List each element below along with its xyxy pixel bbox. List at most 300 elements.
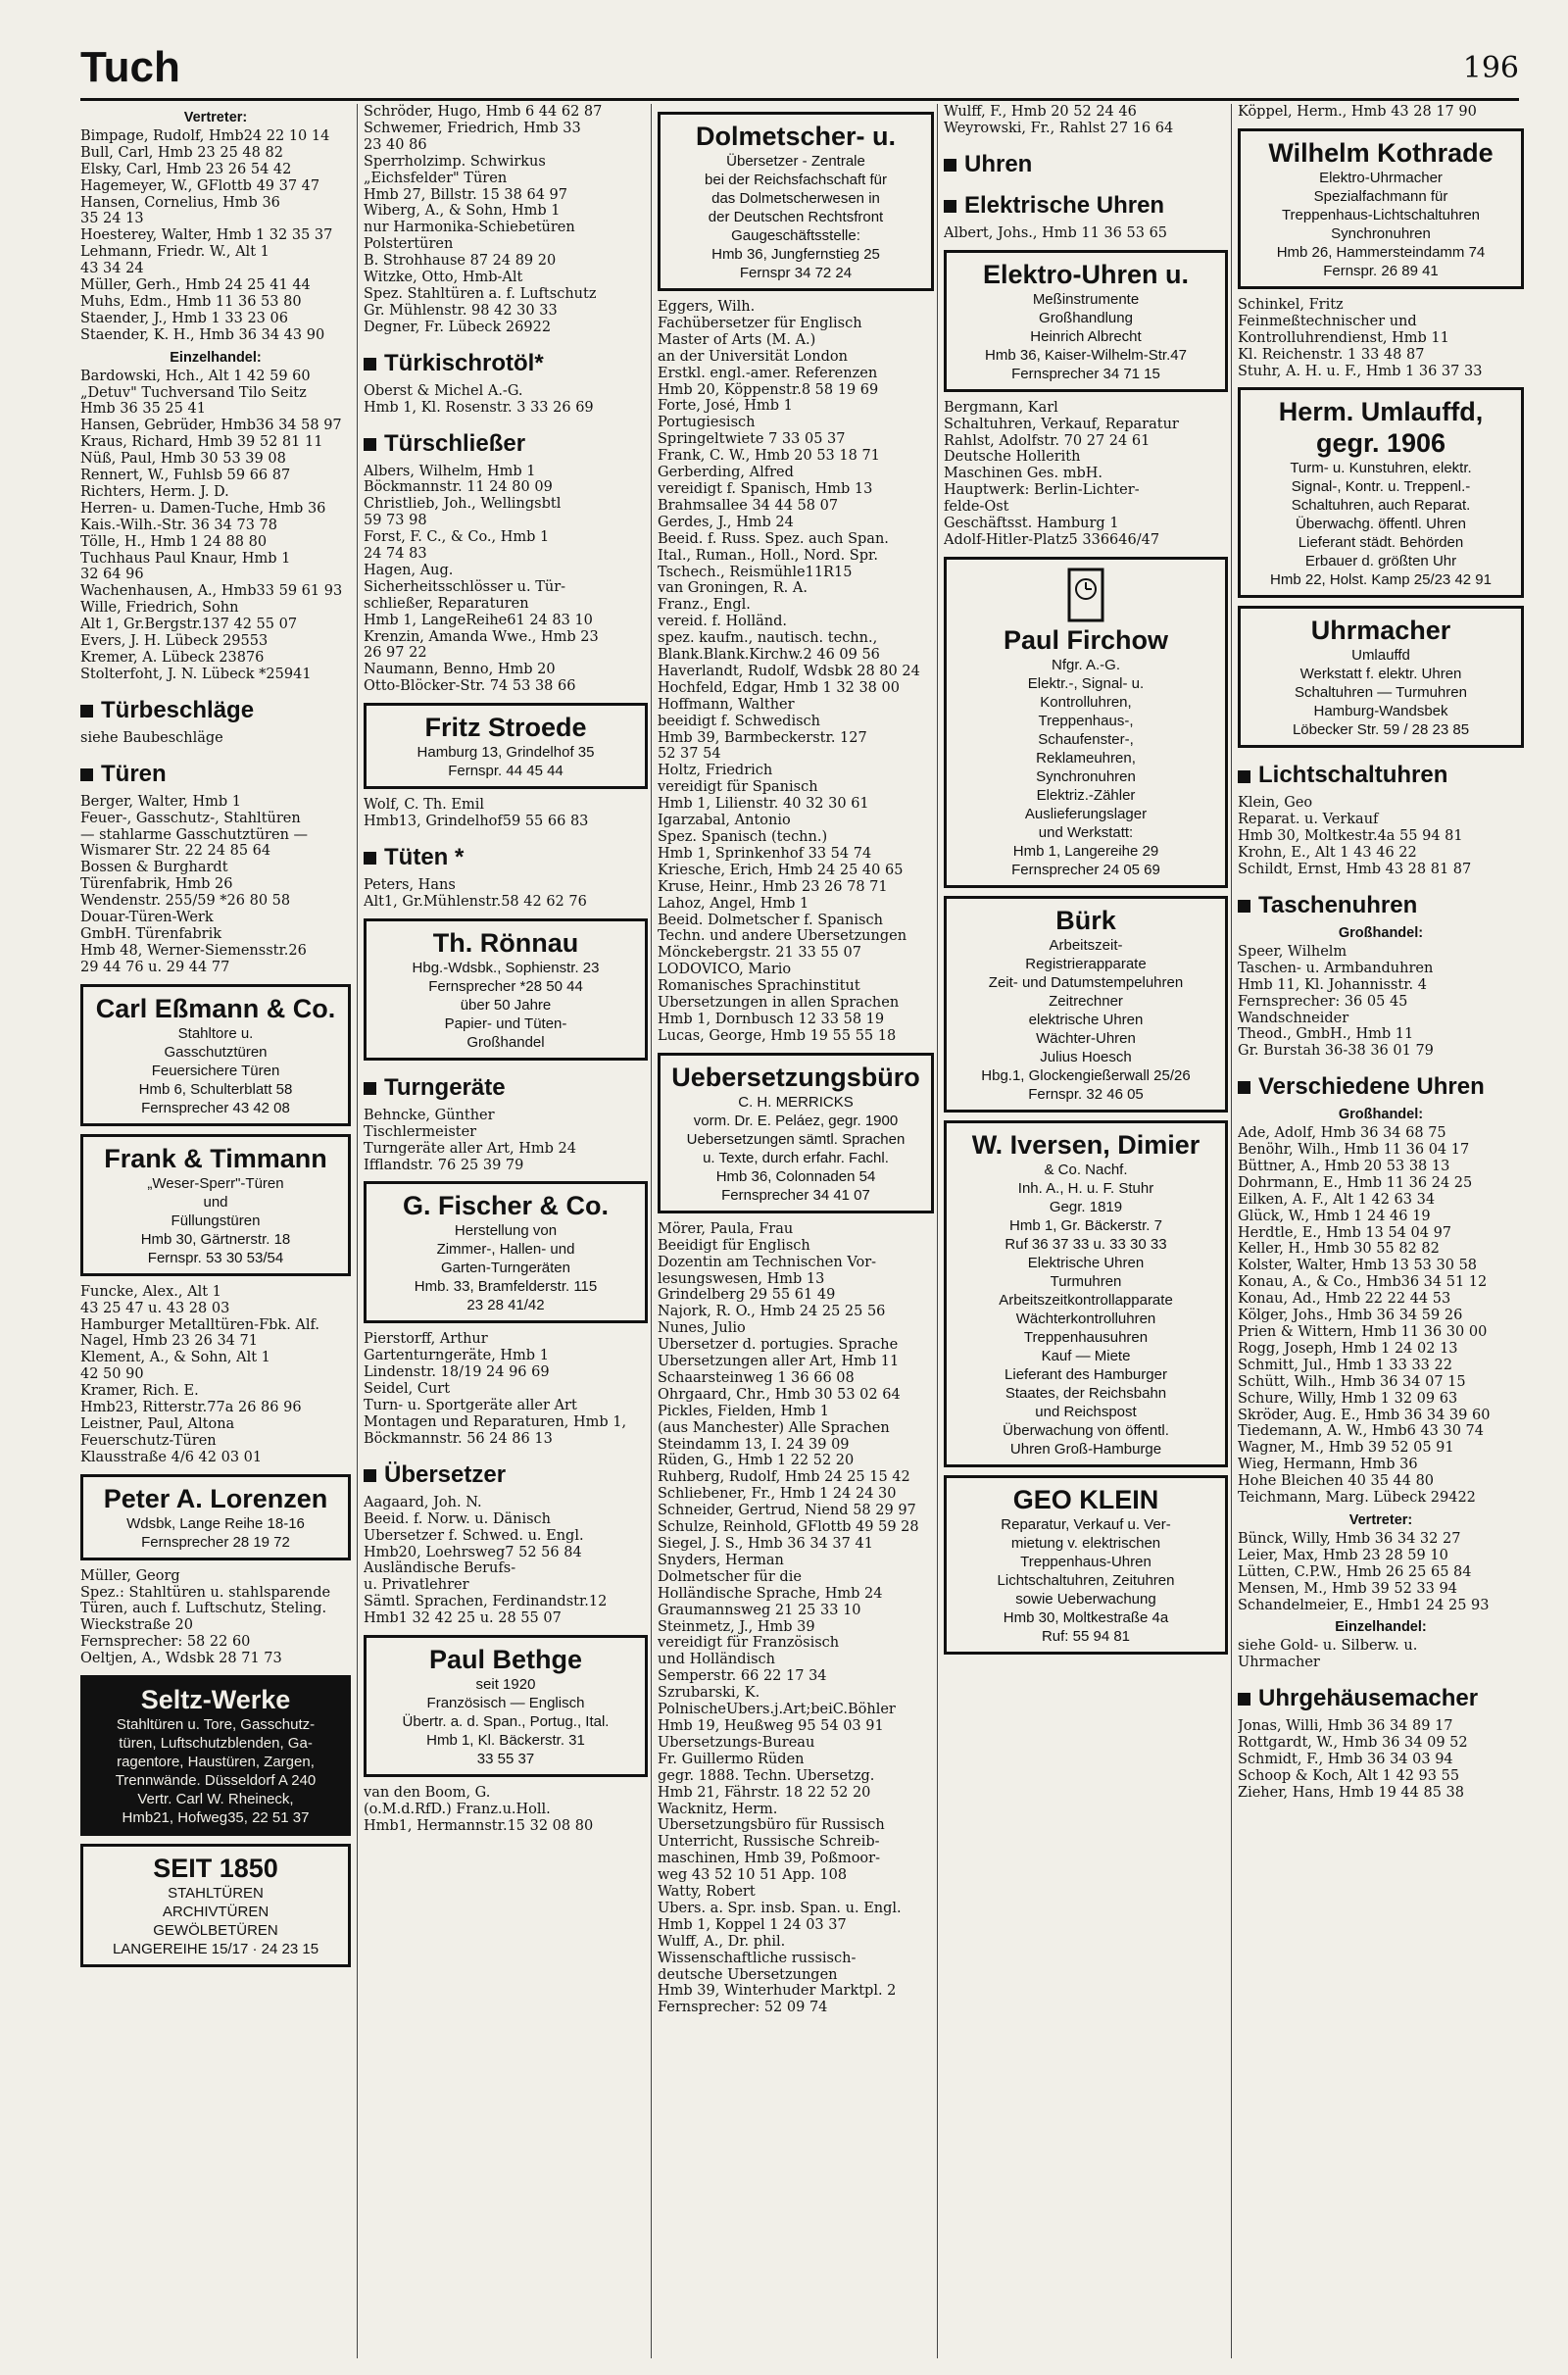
listing-line: Skröder, Aug. E., Hmb 36 34 39 60 [1238,1407,1491,1423]
listing-line: Krohn, E., Alt 1 43 46 22 [1238,845,1417,862]
listing-line: Hmb23, Ritterstr.77a 26 86 96 [80,1400,302,1416]
ad-line: Hmb 1, Gr. Bäckerstr. 7 [1009,1216,1162,1234]
listing-line: Wismarer Str. 22 24 85 64 [80,843,271,860]
ad-line: Lieferant städt. Behörden [1298,534,1464,552]
section-heading: Tüten * [364,844,648,871]
listing-line: Wieckstraße 20 [80,1617,193,1634]
ad-line: Füllungstüren [171,1212,261,1229]
advertisement [80,1474,351,1560]
listing-line: Rüden, G., Hmb 1 22 52 20 [658,1453,855,1469]
listing-line: deutsche Übersetzungen [658,1966,838,1983]
ad-line: Elektriz.-Zähler [1036,786,1136,804]
listing-line: Schure, Willy, Hmb 1 32 09 63 [1238,1390,1458,1407]
ad-line: ragentore, Haustüren, Zargen, [117,1754,315,1771]
listing-line: spez. kaufm., nautisch. techn., [658,630,878,647]
listing-line: beeidigt f. Schwedisch [658,713,820,729]
listing-line: Weyrowski, Fr., Rahlst 27 16 64 [944,120,1174,136]
listing-group [364,1785,648,1835]
ad-line: Ruf 36 37 33 u. 33 30 33 [1004,1235,1167,1253]
ad-line: Elektr.-, Signal- u. [1027,674,1145,692]
subheading: Vertreter: [1348,1511,1413,1528]
ad-title: Elektro-Uhren u. [982,259,1190,289]
advertisement [1238,128,1524,289]
listing-line: Kruse, Heinr., Hmb 23 26 78 71 [658,878,888,895]
listing-line: Bergmann, Karl [944,399,1058,416]
listing-line: Tschech., Reismühle11R15 [658,564,853,580]
listing-line: Unterricht, Russische Schreib- [658,1834,880,1851]
ad-line: „Weser-Sperr"-Türen [147,1174,284,1192]
listing-line: Zieher, Hans, Hmb 19 44 85 38 [1238,1784,1464,1801]
listing-group [1238,1125,1524,1507]
listing-line: Hmb 1, LangeReihe61 24 83 10 [364,612,593,628]
column-4 [937,104,1228,2358]
listing-line: an der Universität London [658,348,848,365]
listing-line: siehe Gold- u. Silberw. u. [1238,1638,1418,1655]
advertisement [364,918,648,1061]
listing-line: Deutsche Hollerith [944,449,1081,466]
ad-line: LANGEREIHE 15/17 · 24 23 15 [112,1941,319,1958]
listing-line: Schmitt, Jul., Hmb 1 33 33 22 [1238,1357,1452,1373]
listing-line: Pierstorff, Arthur [364,1331,488,1348]
ad-line: Kauf — Miete [1041,1347,1131,1364]
listing-line: Semperstr. 66 22 17 34 [658,1668,827,1685]
ad-title: Fritz Stroede [424,713,587,743]
listing-line: Klein, Geo [1238,795,1313,812]
advertisement [364,1635,648,1777]
ad-line: Treppenhaus-Uhren [1020,1553,1152,1570]
column-3 [651,104,934,2358]
listing-line: Staender, J., Hmb 1 33 23 06 [80,310,288,326]
ad-line: Hmb 36, Colonnaden 54 [715,1167,876,1185]
listing-line: Albert, Johs., Hmb 11 36 53 65 [944,224,1168,241]
listing-line: Lütten, C.P.W., Hmb 26 25 65 84 [1238,1563,1472,1580]
listing-line: 24 74 83 [364,546,427,563]
ad-line: Schaufenster-, [1038,730,1134,748]
advertisement [658,1053,934,1213]
listing-line: Sperrholzimp. Schwirkus [364,153,546,170]
ad-line: Stahltüren u. Tore, Gasschutz- [116,1716,316,1734]
listing-line: Glück, W., Hmb 1 24 46 19 [1238,1208,1431,1224]
listing-line: Richters, Herm. J. D. [80,483,229,500]
listing-line: Hmb 1, Sprinkenhof 33 54 74 [658,845,872,862]
listing-line: Mensen, M., Hmb 39 52 33 94 [1238,1580,1457,1597]
listing-line: Hagemeyer, W., GFlottb 49 37 47 [80,177,320,194]
listing-group [944,400,1228,549]
section-heading: Lichtschaltuhren [1238,762,1524,789]
listing-line: van den Boom, G. [364,1785,491,1802]
listing-line: Hmb 48, Werner-Siemensstr.26 [80,942,307,959]
listing-line: Najork, R. O., Hmb 24 25 25 56 [658,1304,886,1320]
listing-line: Rahlst, Adolfstr. 70 27 24 61 [944,432,1151,449]
listing-line: GmbH. Türenfabrik [80,925,221,942]
listing-line: Schneider, Gertrud, Niend 58 29 97 [658,1503,916,1519]
listing-line: Büttner, A., Hmb 20 53 38 13 [1238,1158,1450,1174]
listing-line: Kais.-Wilh.-Str. 36 34 73 78 [80,517,277,533]
listing-line: Erstkl. engl.-amer. Referenzen [658,365,878,381]
ad-line: Gegr. 1819 [1049,1198,1123,1215]
advertisement [944,250,1228,392]
listing-line: Kriesche, Erich, Hmb 24 25 40 65 [658,862,904,878]
ad-line: & Co. Nachf. [1044,1161,1128,1178]
ad-line: sowie Ueberwachung [1015,1590,1156,1608]
listing-line: Benöhr, Wilh., Hmb 11 36 04 17 [1238,1142,1470,1159]
listing-line: maschinen, Hmb 39, Poßmoor- [658,1851,880,1867]
listing-line: Hoffmann, Walther [658,696,795,713]
listing-line: Romanisches Sprachinstitut [658,978,860,995]
advertisement [364,703,648,789]
listing-line: Ausländische Berufs- [364,1560,516,1577]
listing-line: Hmb 27, Billstr. 15 38 64 97 [364,186,567,203]
listing-line: Wieg, Hermann, Hmb 36 [1238,1457,1418,1473]
listing-line: Frank, C. W., Hmb 20 53 18 71 [658,448,880,465]
ad-line: Hamburg 13, Grindelhof 35 [416,744,595,762]
listing-line: van Groningen, R. A. [658,580,808,597]
listing-line: Herren- u. Damen-Tuche, Hmb 36 [80,500,326,517]
listing-line: Maschinen Ges. mbH. [944,466,1103,482]
ad-line: Fernspr. 53 30 53/54 [147,1249,284,1266]
listing-line: Portugiesisch [658,415,756,431]
listing-line: Blank.Blank.Kirchw.2 46 09 56 [658,647,880,664]
listing-line: Turngeräte aller Art, Hmb 24 [364,1140,576,1157]
listing-line: Wulff, F., Hmb 20 52 24 46 [944,104,1137,120]
listing-line: Brahmsallee 34 44 58 07 [658,497,839,514]
ad-line: das Dolmetscherwesen in [711,190,880,207]
listing-line: Reparat. u. Verkauf [1238,812,1379,828]
ad-title: Uhrmacher [1310,616,1451,646]
listing-line: Wulff, A., Dr. phil. [658,1933,786,1950]
listing-line: Siegel, J. S., Hmb 36 34 37 41 [658,1536,873,1552]
listing-line: Beeid. f. Norw. u. Dänisch [364,1510,551,1527]
listing-line: Kraus, Richard, Hmb 39 52 81 11 [80,434,323,451]
ad-title: Bürk [1055,905,1116,935]
listing-line: Watty, Robert [658,1884,756,1901]
listing-line: Hmb1 32 42 25 u. 28 55 07 [364,1610,562,1627]
section-heading: Türbeschläge [80,697,351,724]
listing-line: B. Strohhause 87 24 89 20 [364,253,557,270]
listing-line: Kl. Reichenstr. 1 33 48 87 [1238,346,1425,363]
listing-line: Franz., Engl. [658,597,751,614]
listing-line: Wolf, C. Th. Emil [364,797,484,814]
ad-line: Überwachg. öffentl. Uhren [1296,516,1466,533]
ad-line: Inh. A., H. u. F. Stuhr [1017,1179,1154,1197]
ad-line: Hbg.1, Glockengießerwall 25/26 [981,1066,1191,1084]
listing-line: Alt 1, Gr.Bergstr.137 42 55 07 [80,617,298,633]
listing-line: Igarzabal, Antonio [658,813,791,829]
listing-group [364,797,648,830]
listing-line: Hauptwerk: Berlin-Lichter- [944,482,1140,499]
ad-line: Wdsbk, Lange Reihe 18-16 [126,1514,305,1532]
ad-line: seit 1920 [475,1676,536,1694]
column-2 [357,104,648,2358]
ad-title: Carl Eßmann & Co. [95,993,336,1023]
listing-group [1238,1638,1524,1671]
ad-line: bei der Reichsfachschaft für [705,172,887,188]
listing-line: Bardowski, Hch., Alt 1 42 59 60 [80,368,311,384]
listing-line: Holländische Sprache, Hmb 24 [658,1585,883,1602]
ad-line: Meßinstrumente [1032,290,1140,308]
listing-group [364,1331,648,1447]
listing-line: Fernsprecher: 52 09 74 [658,2000,828,2016]
page-number: 196 [1462,51,1519,85]
listing-line: Wachenhausen, A., Hmb33 59 61 93 [80,583,343,600]
listing-line: Schliebener, Fr., Hmb 1 24 24 30 [658,1486,897,1503]
listing-line: Mönckebergstr. 21 33 55 07 [658,945,861,962]
listing-line: Kolster, Walter, Hmb 13 53 30 58 [1238,1258,1478,1274]
listing-line: Spez. Stahltüren a. f. Luftschutz [364,285,597,302]
section-heading: Türen [80,761,351,788]
subheading: Großhandel: [1338,1107,1424,1123]
listing-line: schließer, Reparaturen [364,595,529,612]
ad-line: Uebersetzungen sämtl. Sprachen [686,1130,906,1148]
ad-line: Fernsprecher 24 05 69 [1011,861,1160,878]
ad-line: STAHLTÜREN [168,1885,264,1903]
subheading: Vertreter: [183,110,248,125]
ad-line: Fernspr. 32 46 05 [1028,1085,1144,1103]
ad-line: Übertr. a. d. Span., Portug., Ital. [402,1713,610,1731]
listing-line: Holtz, Friedrich [658,763,773,779]
listing-group [364,464,648,696]
listing-line: Christlieb, Joh., Wellingsbtl [364,496,562,513]
advertisement [1238,387,1524,598]
listing-line: Leier, Max, Hmb 23 28 59 10 [1238,1547,1448,1563]
ad-title: SEIT 1850 [153,1854,278,1884]
listing-group [1238,1531,1524,1614]
ad-line: Signal-, Kontr. u. Treppenl.- [1291,478,1471,496]
listing-line: Ruhberg, Rudolf, Hmb 24 25 15 42 [658,1469,910,1486]
advertisement [80,1675,351,1836]
listing-group [364,1108,648,1174]
listing-line: 29 44 76 u. 29 44 77 [80,959,230,975]
listing-line: Hmb 19, Heußweg 95 54 03 91 [658,1717,884,1734]
ad-line: Staates, der Reichsbahn [1004,1384,1167,1402]
listing-line: Hmb1, Hermannstr.15 32 08 80 [364,1817,594,1834]
listing-line: PolnischeÜbers.j.Art;beiC.Böhler [658,1702,896,1718]
listing-line: Forst, F. C., & Co., Hmb 1 [364,529,550,546]
listing-line: Übersetzungsbüro für Russisch [658,1817,885,1834]
listing-line: 35 24 13 [80,211,144,227]
section-heading: Türschließer [364,430,648,458]
ad-line: Hmb 36, Kaiser-Wilhelm-Str.47 [985,346,1187,364]
listing-line: Aagaard, Joh. N. [364,1494,482,1510]
listing-line: Tuchhaus Paul Knaur, Hmb 1 [80,550,291,567]
listing-line: Leistner, Paul, Altona [80,1415,235,1432]
listing-line: Rennert, W., Fuhlsb 59 66 87 [80,468,291,484]
ad-line: Fernspr. 44 45 44 [448,763,564,780]
listing-line: lesungswesen, Hmb 13 [658,1270,825,1287]
listing-line: Hmb 20, Köppenstr.8 58 19 69 [658,381,879,398]
listing-line: Beeid. Dolmetscher f. Spanisch [658,912,883,928]
ad-line: Fernsprecher 34 71 15 [1011,365,1160,382]
listing-line: Wiberg, A., & Sohn, Hmb 1 [364,203,561,220]
listing-line: Schildt, Ernst, Hmb 43 28 81 87 [1238,862,1472,878]
listing-line: Lahoz, Angel, Hmb 1 [658,895,809,912]
listing-line: Ital., Ruman., Holl., Nord. Spr. [658,547,878,564]
ad-line: Erbauer d. größten Uhr [1304,553,1457,570]
listing-line: Stolterfoht, J. N. Lübeck *25941 [80,666,312,682]
listing-line: Hansen, Cornelius, Hmb 36 [80,194,280,211]
listing-line: Oberst & Michel A.-G. [364,382,523,399]
ad-line: über 50 Jahre [460,996,552,1014]
ad-title: Dolmetscher- u. [695,122,897,151]
listing-line: Dozentin am Technischen Vor- [658,1254,877,1270]
ad-line: Hmb 6, Schulterblatt 58 [138,1080,293,1098]
listing-line: Übersetzungs-Bureau [658,1734,815,1751]
listing-line: Prien & Wittern, Hmb 11 36 30 00 [1238,1324,1488,1340]
advertisement [80,984,351,1126]
ad-line: Gaugeschäftsstelle: [731,227,860,244]
listing-line: Lindenstr. 18/19 24 96 69 [364,1364,550,1381]
ad-title: Herm. Umlauffd, gegr. 1906 [1278,397,1484,459]
ad-title: G. Fischer & Co. [402,1191,610,1221]
listing-line: Otto-Blöcker-Str. 74 53 38 66 [364,678,576,695]
ad-line: Herstellung von [454,1222,558,1240]
ad-line: Treppenhausuhren [1023,1328,1149,1346]
listing-line: Taschen- u. Armbanduhren [1238,960,1434,976]
advertisement [944,1120,1228,1467]
ad-line: Zeit- und Datumstempeluhren [988,973,1184,991]
listing-line: Nunes, Julio [658,1320,746,1337]
listing-line: Hagen, Aug. [364,562,454,578]
listing-line: 59 73 98 [364,513,427,529]
ad-line: Heinrich Albrecht [1030,327,1142,345]
listing-line: Sämtl. Sprachen, Ferdinandstr.12 [364,1594,608,1610]
listing-line: Fernsprecher: 36 05 45 [1238,993,1408,1010]
listing-line: Hoesterey, Walter, Hmb 1 32 35 37 [80,227,333,244]
ad-line: Hmb. 33, Bramfelderstr. 115 [414,1278,598,1296]
listing-line: Schulze, Reinhold, GFlottb 49 59 28 [658,1519,919,1536]
ad-line: Turmuhren [1050,1272,1122,1290]
listing-line: Krenzin, Amanda Wwe., Hmb 23 [364,628,599,645]
listing-line: Hmb 11, Kl. Johannisstr. 4 [1238,976,1427,993]
ad-line: Treppenhaus-, [1038,712,1134,729]
listing-line: Schaarsteinweg 1 36 66 08 [658,1369,855,1386]
ad-line: und Reichspost [1035,1403,1137,1420]
listing-line: Forte, José, Hmb 1 [658,398,793,415]
ad-line: Hmb 1, Langereihe 29 [1012,842,1159,860]
ad-line: Uhren Groß-Hamburge [1009,1440,1162,1458]
listing-line: Hmb 39, Barmbeckerstr. 127 [658,729,867,746]
ad-line: der Deutschen Rechtsfront [708,209,884,225]
listing-line: gegr. 1888. Techn. Übersetzg. [658,1767,875,1784]
listing-line: Feuerschutz-Türen [80,1432,217,1449]
listing-line: Schoop & Koch, Alt 1 42 93 55 [1238,1767,1460,1784]
listing-line: Bossen & Burghardt [80,860,228,876]
ad-line: Löbecker Str. 59 / 28 23 85 [1292,721,1470,739]
listing-line: Geschäftsst. Hamburg 1 [944,516,1119,532]
ad-line: Stahltore u. [177,1024,254,1042]
listing-line: Grindelberg 29 55 61 49 [658,1287,836,1304]
ad-line: Wächter-Uhren [1036,1029,1136,1047]
listing-group [1238,104,1524,121]
listing-line: Jonas, Willi, Hmb 36 34 89 17 [1238,1718,1453,1735]
listing-line: Schandelmeier, E., Hmb1 24 25 93 [1238,1597,1490,1613]
listing-line: Übers. a. Spr. insb. Span. u. Engl. [658,1900,902,1916]
listing-line: Hmb 1, Kl. Rosenstr. 3 33 26 69 [364,399,594,416]
listing-line: Beeidigt für Englisch [658,1237,810,1254]
listing-line: Fachübersetzer für Englisch [658,315,862,331]
listing-line: 52 37 54 [658,746,721,763]
column-1 [80,104,355,2358]
section-heading: Übersetzer [364,1461,648,1489]
ad-line: GEWÖLBETÜREN [153,1922,278,1940]
listing-line: Dohrmann, E., Hmb 11 36 24 25 [1238,1174,1473,1191]
listing-group [364,877,648,911]
listing-group [658,1221,934,2017]
listing-line: Hmb 1, Lilienstr. 40 32 30 61 [658,796,869,813]
ad-line: Gasschutztüren [164,1043,268,1061]
listing-line: Türen, auch f. Luftschutz, Steling. [80,1601,327,1617]
listing-line: Wandschneider [1238,1010,1349,1026]
listing-line: Springeltwiete 7 33 05 37 [658,431,846,448]
ad-line: und [203,1193,228,1211]
listing-line: Schwemer, Friedrich, Hmb 33 [364,120,581,136]
ad-line: Treppenhaus-Lichtschaltuhren [1281,206,1481,223]
listing-line: Oeltjen, A., Wdsbk 28 71 73 [80,1651,282,1667]
ad-line: Hmb 36, Jungfernstieg 25 [711,246,880,263]
listing-group [1238,297,1524,380]
listing-line: Hmb20, Loehrsweg7 52 56 84 [364,1544,582,1560]
listing-line: Hamburger Metalltüren-Fbk. Alf. [80,1316,320,1333]
listing-line: Müller, Gerh., Hmb 24 25 41 44 [80,277,311,294]
page-title: Tuch [80,43,180,91]
ad-line: Auslieferungslager [1024,805,1148,822]
section-heading: Verschiedene Uhren [1238,1073,1524,1101]
listing-line: und Holländisch [658,1652,776,1668]
listing-line: Szrubarski, K. [658,1685,760,1702]
listing-line: Klement, A., & Sohn, Alt 1 [80,1350,270,1366]
listing-line: Hochfeld, Edgar, Hmb 1 32 38 00 [658,679,900,696]
listing-line: — stahlarme Gasschutztüren — [80,826,309,843]
listing-line: vereidigt f. Spanisch, Hmb 13 [658,480,873,497]
listing-line: Feuer-, Gasschutz-, Stahltüren [80,810,301,826]
ad-line: Großhandlung [1039,309,1133,326]
listing-line: Haverlandt, Rudolf, Wdsbk 28 80 24 [658,663,920,679]
section-note: siehe Baubeschläge [80,729,223,746]
listing-line: Hmb 21, Fährstr. 18 22 52 20 [658,1784,871,1801]
ad-line: Schaltuhren — Turmuhren [1295,684,1467,702]
listing-line: Seidel, Curt [364,1381,451,1398]
listing-line: Keller, H., Hmb 30 55 82 82 [1238,1241,1440,1258]
listing-line: Speer, Wilhelm [1238,943,1348,960]
listing-group [80,794,351,976]
subheading: Einzelhandel: [1335,1619,1427,1636]
listing-line: vereidigt für Französisch [658,1635,840,1652]
ad-line: elektrische Uhren [1028,1011,1144,1028]
listing-line: Schröder, Hugo, Hmb 6 44 62 87 [364,104,603,120]
section-heading: Uhrgehäusemacher [1238,1685,1524,1712]
ad-line: Zimmer-, Hallen- und [436,1241,575,1259]
section-heading: Elektrische Uhren [944,192,1228,220]
listing-line: Fr. Guillermo Rüden [658,1751,805,1767]
clock-icon [955,566,1217,624]
ad-line: Arbeitszeit- [1049,936,1123,954]
listing-line: vereidigt für Spanisch [658,779,818,796]
listing-line: Hmb 1, Koppel 1 24 03 37 [658,1916,847,1933]
listing-line: weg 43 52 10 51 App. 108 [658,1867,848,1884]
listing-line: Übersetzungen aller Art, Hmb 11 [658,1354,900,1370]
ad-line: Hmb 30, Gärtnerstr. 18 [140,1230,291,1248]
listing-line: Berger, Walter, Hmb 1 [80,793,241,810]
ad-line: Fernsprecher *28 50 44 [428,977,583,995]
listing-group [658,299,934,1045]
listing-line: Witzke, Otto, Hmb-Alt [364,270,523,286]
listing-line: Wille, Friedrich, Sohn [80,600,239,617]
listing-line: Mörer, Paula, Frau [658,1220,794,1237]
listing-line: Eilken, A. F., Alt 1 42 63 34 [1238,1191,1436,1208]
ad-line: Hamburg-Wandsbek [1313,703,1448,720]
ad-line: Übersetzer - Zentrale [726,153,865,170]
ad-title: GEO KLEIN [1012,1484,1159,1514]
